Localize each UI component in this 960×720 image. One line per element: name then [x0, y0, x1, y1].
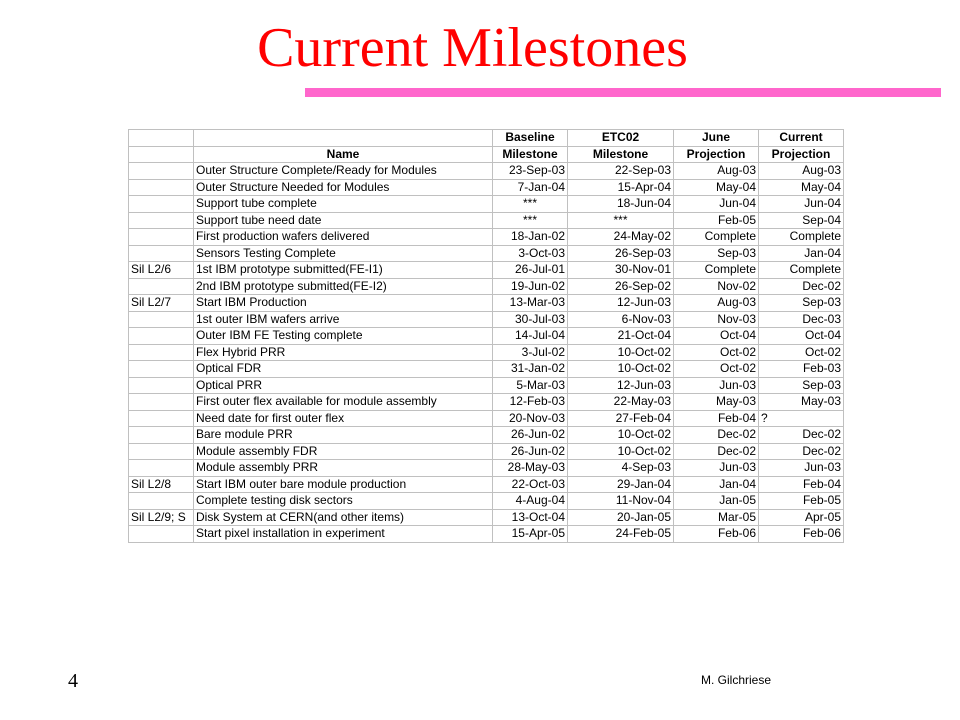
- current-cell: Projection: [759, 146, 844, 163]
- etc02-cell: Milestone: [568, 146, 674, 163]
- baseline-cell: 3-Jul-02: [493, 344, 568, 361]
- name-cell: 2nd IBM prototype submitted(FE-I2): [194, 278, 493, 295]
- june-cell: Feb-06: [674, 526, 759, 543]
- current-cell: Complete: [759, 229, 844, 246]
- etc02-cell: 24-Feb-05: [568, 526, 674, 543]
- page-number: 4: [68, 670, 78, 692]
- wbs-cell: [129, 130, 194, 147]
- current-cell: Aug-03: [759, 163, 844, 180]
- title-underline: [305, 88, 941, 97]
- baseline-cell: Milestone: [493, 146, 568, 163]
- current-cell: May-04: [759, 179, 844, 196]
- etc02-cell: 26-Sep-03: [568, 245, 674, 262]
- table-row: [129, 377, 844, 394]
- name-cell: Outer Structure Complete/Ready for Modules: [194, 163, 493, 180]
- etc02-cell: 29-Jan-04: [568, 476, 674, 493]
- wbs-cell: [129, 311, 194, 328]
- current-cell: Jan-04: [759, 245, 844, 262]
- current-cell: Oct-04: [759, 328, 844, 345]
- table-row: [129, 410, 844, 427]
- name-cell: Start IBM outer bare module production: [194, 476, 493, 493]
- etc02-cell: 20-Jan-05: [568, 509, 674, 526]
- baseline-cell: 13-Mar-03: [493, 295, 568, 312]
- name-cell: Name: [194, 146, 493, 163]
- current-cell: Sep-04: [759, 212, 844, 229]
- june-cell: Jun-04: [674, 196, 759, 213]
- baseline-cell: ***: [493, 212, 568, 229]
- name-cell: Optical PRR: [194, 377, 493, 394]
- june-cell: Mar-05: [674, 509, 759, 526]
- baseline-cell: 28-May-03: [493, 460, 568, 477]
- wbs-cell: [129, 493, 194, 510]
- current-cell: May-03: [759, 394, 844, 411]
- table-row: [129, 212, 844, 229]
- current-cell: Dec-02: [759, 427, 844, 444]
- wbs-cell: Sil L2/8: [129, 476, 194, 493]
- june-cell: Jan-05: [674, 493, 759, 510]
- june-cell: May-04: [674, 179, 759, 196]
- etc02-cell: 12-Jun-03: [568, 295, 674, 312]
- baseline-cell: 31-Jan-02: [493, 361, 568, 378]
- table-row: [129, 443, 844, 460]
- etc02-cell: 21-Oct-04: [568, 328, 674, 345]
- current-cell: Sep-03: [759, 377, 844, 394]
- table-row: [129, 493, 844, 510]
- table-row: [129, 328, 844, 345]
- name-cell: Start pixel installation in experiment: [194, 526, 493, 543]
- current-cell: Jun-03: [759, 460, 844, 477]
- current-cell: Jun-04: [759, 196, 844, 213]
- name-cell: Outer Structure Needed for Modules: [194, 179, 493, 196]
- wbs-cell: [129, 526, 194, 543]
- table-row: [129, 229, 844, 246]
- baseline-cell: 26-Jun-02: [493, 427, 568, 444]
- wbs-cell: [129, 179, 194, 196]
- baseline-cell: 3-Oct-03: [493, 245, 568, 262]
- june-cell: Complete: [674, 262, 759, 279]
- etc02-cell: 10-Oct-02: [568, 443, 674, 460]
- baseline-cell: 20-Nov-03: [493, 410, 568, 427]
- etc02-cell: ETC02: [568, 130, 674, 147]
- baseline-cell: 18-Jan-02: [493, 229, 568, 246]
- table-row: [129, 311, 844, 328]
- table-row: [129, 526, 844, 543]
- name-cell: [194, 130, 493, 147]
- june-cell: Nov-02: [674, 278, 759, 295]
- name-cell: Support tube need date: [194, 212, 493, 229]
- etc02-cell: 10-Oct-02: [568, 427, 674, 444]
- wbs-cell: [129, 394, 194, 411]
- wbs-cell: [129, 344, 194, 361]
- name-cell: Disk System at CERN(and other items): [194, 509, 493, 526]
- name-cell: Bare module PRR: [194, 427, 493, 444]
- etc02-cell: 18-Jun-04: [568, 196, 674, 213]
- baseline-cell: 4-Aug-04: [493, 493, 568, 510]
- table-row: [129, 509, 844, 526]
- name-cell: Complete testing disk sectors: [194, 493, 493, 510]
- wbs-cell: [129, 163, 194, 180]
- table-row: [129, 262, 844, 279]
- baseline-cell: 22-Oct-03: [493, 476, 568, 493]
- wbs-cell: Sil L2/6: [129, 262, 194, 279]
- wbs-cell: [129, 328, 194, 345]
- table-row: [129, 179, 844, 196]
- baseline-cell: ***: [493, 196, 568, 213]
- current-cell: Dec-02: [759, 443, 844, 460]
- wbs-cell: [129, 278, 194, 295]
- current-cell: Feb-05: [759, 493, 844, 510]
- table-row: [129, 460, 844, 477]
- etc02-cell: 22-Sep-03: [568, 163, 674, 180]
- baseline-cell: 19-Jun-02: [493, 278, 568, 295]
- wbs-cell: [129, 443, 194, 460]
- baseline-cell: Baseline: [493, 130, 568, 147]
- current-cell: Dec-02: [759, 278, 844, 295]
- wbs-cell: [129, 146, 194, 163]
- table-row: [129, 427, 844, 444]
- etc02-cell: 15-Apr-04: [568, 179, 674, 196]
- june-cell: Jun-03: [674, 377, 759, 394]
- june-cell: Feb-05: [674, 212, 759, 229]
- etc02-cell: 27-Feb-04: [568, 410, 674, 427]
- june-cell: Jun-03: [674, 460, 759, 477]
- june-cell: Complete: [674, 229, 759, 246]
- etc02-cell: 11-Nov-04: [568, 493, 674, 510]
- current-cell: Feb-03: [759, 361, 844, 378]
- etc02-cell: 12-Jun-03: [568, 377, 674, 394]
- etc02-cell: 10-Oct-02: [568, 361, 674, 378]
- etc02-cell: ***: [568, 212, 674, 229]
- name-cell: Support tube complete: [194, 196, 493, 213]
- name-cell: First production wafers delivered: [194, 229, 493, 246]
- table-row: [129, 394, 844, 411]
- baseline-cell: 7-Jan-04: [493, 179, 568, 196]
- current-cell: ?: [759, 410, 844, 427]
- baseline-cell: 15-Apr-05: [493, 526, 568, 543]
- current-cell: Dec-03: [759, 311, 844, 328]
- wbs-cell: [129, 460, 194, 477]
- wbs-cell: [129, 196, 194, 213]
- june-cell: Aug-03: [674, 295, 759, 312]
- baseline-cell: 23-Sep-03: [493, 163, 568, 180]
- etc02-cell: 10-Oct-02: [568, 344, 674, 361]
- june-cell: Oct-02: [674, 361, 759, 378]
- table-row: [129, 196, 844, 213]
- baseline-cell: 12-Feb-03: [493, 394, 568, 411]
- baseline-cell: 26-Jun-02: [493, 443, 568, 460]
- june-cell: Sep-03: [674, 245, 759, 262]
- june-cell: Oct-04: [674, 328, 759, 345]
- etc02-cell: 6-Nov-03: [568, 311, 674, 328]
- baseline-cell: 30-Jul-03: [493, 311, 568, 328]
- june-cell: Oct-02: [674, 344, 759, 361]
- wbs-cell: [129, 229, 194, 246]
- etc02-cell: 22-May-03: [568, 394, 674, 411]
- wbs-cell: [129, 427, 194, 444]
- baseline-cell: 26-Jul-01: [493, 262, 568, 279]
- name-cell: Start IBM Production: [194, 295, 493, 312]
- name-cell: Module assembly PRR: [194, 460, 493, 477]
- table-header-row: [129, 146, 844, 163]
- name-cell: Sensors Testing Complete: [194, 245, 493, 262]
- table-row: [129, 295, 844, 312]
- current-cell: Apr-05: [759, 509, 844, 526]
- etc02-cell: 24-May-02: [568, 229, 674, 246]
- wbs-cell: Sil L2/7: [129, 295, 194, 312]
- name-cell: First outer flex available for module assembly: [194, 394, 493, 411]
- current-cell: Feb-04: [759, 476, 844, 493]
- wbs-cell: [129, 410, 194, 427]
- table-row: [129, 344, 844, 361]
- wbs-cell: [129, 245, 194, 262]
- june-cell: Projection: [674, 146, 759, 163]
- baseline-cell: 13-Oct-04: [493, 509, 568, 526]
- table-row: [129, 245, 844, 262]
- june-cell: Jan-04: [674, 476, 759, 493]
- june-cell: Nov-03: [674, 311, 759, 328]
- table-row: [129, 163, 844, 180]
- june-cell: Dec-02: [674, 443, 759, 460]
- june-cell: Dec-02: [674, 427, 759, 444]
- june-cell: May-03: [674, 394, 759, 411]
- name-cell: 1st outer IBM wafers arrive: [194, 311, 493, 328]
- june-cell: Feb-04: [674, 410, 759, 427]
- table-row: [129, 278, 844, 295]
- name-cell: 1st IBM prototype submitted(FE-I1): [194, 262, 493, 279]
- etc02-cell: 4-Sep-03: [568, 460, 674, 477]
- table-row: [129, 361, 844, 378]
- etc02-cell: 26-Sep-02: [568, 278, 674, 295]
- baseline-cell: 14-Jul-04: [493, 328, 568, 345]
- wbs-cell: Sil L2/9; S: [129, 509, 194, 526]
- name-cell: Flex Hybrid PRR: [194, 344, 493, 361]
- current-cell: Feb-06: [759, 526, 844, 543]
- june-cell: June: [674, 130, 759, 147]
- current-cell: Sep-03: [759, 295, 844, 312]
- name-cell: Need date for first outer flex: [194, 410, 493, 427]
- june-cell: Aug-03: [674, 163, 759, 180]
- author: M. Gilchriese: [701, 673, 772, 687]
- wbs-cell: [129, 212, 194, 229]
- table-header-row: [129, 130, 844, 147]
- current-cell: Current: [759, 130, 844, 147]
- current-cell: Complete: [759, 262, 844, 279]
- current-cell: Oct-02: [759, 344, 844, 361]
- wbs-cell: [129, 361, 194, 378]
- name-cell: Optical FDR: [194, 361, 493, 378]
- etc02-cell: 30-Nov-01: [568, 262, 674, 279]
- slide-title: Current Milestones: [257, 17, 688, 79]
- wbs-cell: [129, 377, 194, 394]
- table-row: [129, 476, 844, 493]
- baseline-cell: 5-Mar-03: [493, 377, 568, 394]
- name-cell: Module assembly FDR: [194, 443, 493, 460]
- name-cell: Outer IBM FE Testing complete: [194, 328, 493, 345]
- milestones-table: [128, 129, 844, 543]
